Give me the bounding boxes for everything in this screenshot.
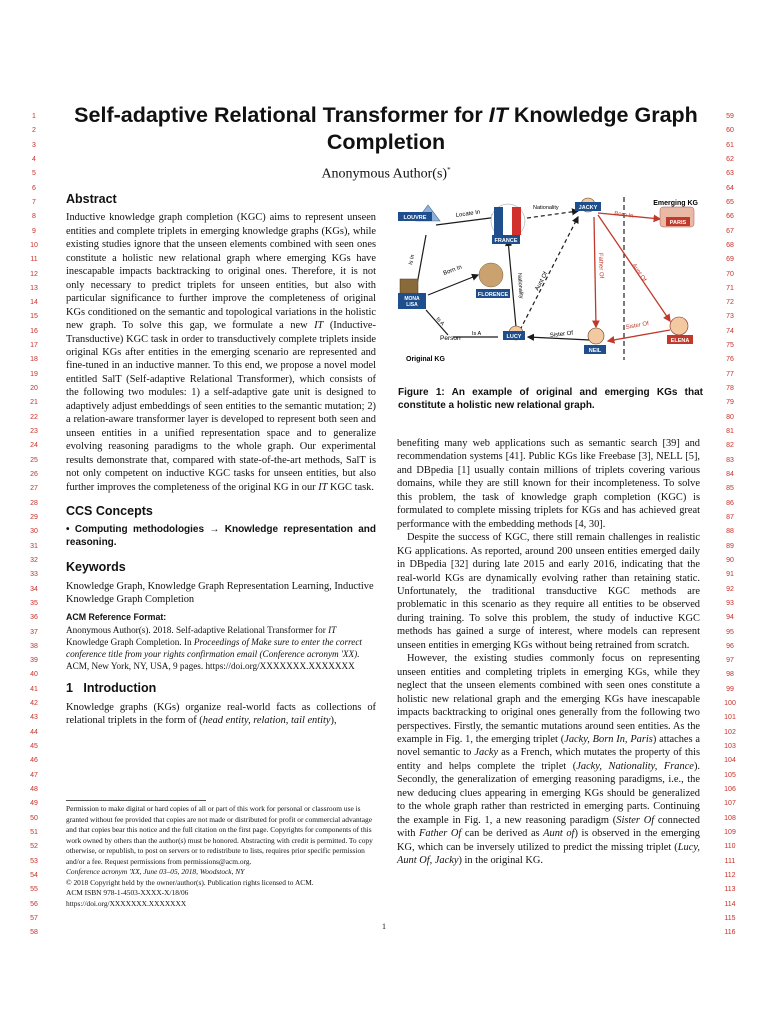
line-number: 13 [30, 284, 38, 292]
line-number: 46 [30, 757, 38, 765]
line-number: 82 [726, 442, 734, 450]
line-number: 98 [726, 671, 734, 679]
line-number: 17 [30, 342, 38, 350]
intro-heading-text: Introduction [83, 681, 157, 696]
line-number: 70 [726, 270, 734, 278]
node-lucy-label: LUCY [506, 334, 522, 340]
line-number: 81 [726, 428, 734, 436]
line-number: 12 [30, 270, 38, 278]
abstract-it2: IT [318, 481, 328, 493]
intro-heading-num: 1 [66, 681, 73, 696]
line-number: 9 [32, 227, 36, 235]
florence-icon [479, 263, 503, 287]
intro-p1-right: benefiting many web applications such as semantic search [39] and recommendation systems [41]. Public KGs like Freebase [3], NELL [5], and DBpedia [1] usually contain millions of triplets covering various domains, while they are still known for their incompleteness. To solve this problem, the task of knowledge graph completion (KGC) is formulated to complete missing triplets for KGs and has achieved great performance with the embedding methods [4, 30]. [397, 438, 700, 530]
p3-h: ) in the original KG. [458, 855, 544, 867]
line-number: 41 [30, 685, 38, 693]
label-is-in: Is In [408, 253, 417, 266]
label-locate-in: Locate In [455, 209, 481, 219]
title-prefix: Self-adaptive Relational Transformer for [74, 103, 489, 127]
right-column [397, 437, 700, 868]
line-number: 104 [724, 757, 736, 765]
edge-father-of [594, 217, 596, 327]
line-number: 105 [724, 771, 736, 779]
line-number: 103 [724, 743, 736, 751]
p3-a: However, the existing studies commonly focus on representing unseen entities and completing triplets in emerging KGs, while they neglect that the unseen elements combined with seen ones constitute a holistic new relational graph and the emerging KGs have inescapable impacts backtracking to original ones generally from the following two perspectives. Firstly, the semantic mutations around seen entities. As the example in Fig. 1, the emerging triplet ( [397, 653, 700, 745]
acm-ref-part1: Anonymous Author(s). 2018. Self-adaptive Relational Transformer for [66, 625, 329, 636]
abstract-part3: KGC task. [327, 481, 374, 493]
p3-d: ). Secondly, the generalization of emerging reasoning paradigms, i.e., the new deducing clues appearing in emerging KGs should be generalized to the whole graph rather than restricted in emerging parts. Continuing the example in Fig. 1, a new reasoning paradigm ( [397, 760, 700, 826]
node-neil-label: NEIL [588, 348, 602, 354]
line-number: 20 [30, 385, 38, 393]
line-number: 47 [30, 771, 38, 779]
line-number: 35 [30, 599, 38, 607]
line-number: 11 [30, 256, 38, 264]
p3-it5: Father Of [419, 828, 462, 840]
line-number: 78 [726, 385, 734, 393]
edge-nationality-mid [508, 240, 516, 327]
intro-p2: Despite the success of KGC, there still remain challenges in realistic KG applications. As reported, around 200 unseen entities emerged daily in DBpedia [32] during late 2015 and early 2016, indicating that the real-world KGs are dynamically evolving rather than retaining static. Unfortunately, the traditional transductive KGC methods are problematic in this scenario as they require all entities to be observed during training. To solve this problem, the study of inductive KGC methods has gained a surge of interest, where models can represent unseen entities in emerging KGs without being retrained from scratch. [397, 532, 700, 651]
line-number: 112 [724, 871, 736, 879]
line-number: 33 [30, 571, 38, 579]
permission-footnote [66, 800, 376, 909]
line-number: 2 [32, 127, 36, 135]
p3-e: connected with [397, 814, 700, 840]
p3-it2: Jacky [474, 747, 499, 759]
neil-avatar-icon [588, 328, 604, 344]
label-aunt-of-right: Aunt Of [630, 262, 647, 283]
author-names: Anonymous Author(s) [321, 166, 448, 182]
p3-it4: Sister Of [616, 814, 655, 826]
intro-p1-it: head entity, relation, tail entity [202, 715, 331, 727]
label-born-in-top: Born In [613, 211, 634, 220]
line-number: 3 [32, 141, 36, 149]
line-number: 93 [726, 599, 734, 607]
edge-sister-of-right [608, 330, 670, 341]
label-is-a-mid: Is A [472, 331, 482, 337]
keywords-heading: Keywords [66, 560, 126, 575]
line-number: 25 [30, 456, 38, 464]
ccs-text: • Computing methodologies → Knowledge representation and reasoning. [66, 524, 376, 549]
line-number: 38 [30, 642, 38, 650]
line-number: 71 [726, 284, 734, 292]
author-footnote-mark: * [447, 166, 451, 174]
line-number: 80 [726, 413, 734, 421]
line-number: 1 [32, 113, 36, 120]
line-number: 107 [724, 800, 736, 808]
line-number: 106 [724, 786, 736, 794]
permission-isbn: ACM ISBN 978-1-4503-XXXX-X/18/06 [66, 888, 189, 897]
line-number: 114 [724, 900, 736, 908]
line-number: 109 [724, 829, 736, 836]
line-number: 30 [30, 528, 38, 536]
line-number: 42 [30, 700, 38, 708]
edge-locate-in [436, 217, 498, 225]
line-number: 77 [726, 370, 734, 378]
node-jacky-label: JACKY [578, 205, 598, 211]
footnote-rule [66, 800, 206, 801]
line-number: 56 [30, 900, 38, 908]
line-number: 63 [726, 170, 734, 178]
figure-1 [398, 195, 701, 365]
p3-it1: Jacky, Born In, Paris [564, 733, 653, 745]
label-sister-of-right: Sister Of [625, 321, 650, 331]
line-number: 66 [726, 213, 734, 221]
line-number: 39 [30, 657, 38, 665]
line-number: 101 [724, 714, 736, 722]
p3-it6: Aunt of [543, 828, 575, 840]
label-born-in-mid: Born In [442, 264, 463, 277]
abstract-text [66, 211, 376, 494]
line-number: 59 [726, 113, 734, 120]
line-number: 116 [724, 929, 736, 937]
line-number: 89 [726, 542, 734, 550]
line-number: 19 [30, 370, 38, 378]
p3-it7: Lucy, Aunt Of, Jacky [397, 841, 700, 867]
abstract-part2: (Inductive-Transductive) KGC task in order to transductively complete triplets inside original KGs after entities in the emerging scenario are represented and fine-tuned in an inductive manner. To this end, we propose a novel model entitled SalT (Self-adaptive Relational Transformer), which consists of the following two modules: 1) a self-adaptive gate unit is designed to adaptively adjust embeddings of seen entities to the semantic mutation; 2) a relation-aware transformer layer is developed to represent both seen and unseen entities in a unified representation space and to generalize evolving reasoning paradigms to the whole graph. Our experimental results demonstrate that, compared with state-of-the-art methods, SalT is not only competent on inductive KGC tasks for unseen entities, but also further improves the completeness of the original KG in our [66, 320, 376, 493]
node-mona-lisa-label-1: MONA [404, 296, 420, 302]
node-elena-label: ELENA [670, 338, 690, 344]
line-number: 23 [30, 428, 38, 436]
line-number: 91 [726, 571, 734, 579]
line-number: 24 [30, 442, 38, 450]
line-number: 83 [726, 456, 734, 464]
p3-c: as a French, which mutates the property of this entity and helps complete the triplet ( [397, 747, 701, 772]
permission-copyright: © 2018 Copyright held by the owner/author(s). Publication rights licensed to ACM. [66, 877, 314, 887]
line-number: 50 [30, 814, 38, 822]
line-number: 113 [724, 886, 736, 894]
line-number: 73 [726, 313, 734, 321]
line-number: 15 [30, 313, 38, 321]
line-number: 67 [726, 227, 734, 235]
acm-ref-part2: Knowledge Graph Completion. In [66, 637, 194, 648]
ccs-heading: CCS Concepts [66, 503, 153, 518]
line-number: 49 [30, 800, 38, 808]
line-number: 92 [726, 585, 734, 593]
line-number: 16 [30, 327, 38, 335]
node-person: Person [440, 335, 461, 342]
line-number: 62 [726, 155, 734, 163]
line-number: 29 [30, 513, 38, 521]
acm-ref-part3: ACM, New York, NY, USA, 9 pages. https://doi.org/XXXXXXX.XXXXXXX [66, 660, 355, 671]
p3-it3: Jacky, Nationality, France [576, 760, 694, 772]
line-number: 36 [30, 614, 38, 622]
line-number: 54 [30, 871, 38, 879]
line-number: 100 [724, 700, 736, 708]
line-number: 97 [726, 657, 734, 665]
author-line [66, 166, 706, 183]
intro-p1-left [66, 701, 376, 728]
line-number: 84 [726, 471, 734, 478]
mona-lisa-icon [400, 279, 418, 295]
label-father-of: Father Of [597, 252, 604, 279]
line-number: 60 [726, 127, 734, 135]
line-number: 6 [32, 184, 36, 192]
line-number: 65 [726, 198, 734, 206]
left-column [66, 193, 376, 728]
permission-doi: https://doi.org/XXXXXXX.XXXXXXX [66, 898, 187, 908]
line-number: 37 [30, 628, 38, 636]
line-number: 44 [30, 728, 38, 736]
intro-heading [66, 682, 376, 695]
line-number: 32 [30, 556, 38, 564]
line-number: 61 [726, 141, 734, 149]
edge-nationality-top [520, 211, 578, 219]
line-number: 7 [32, 198, 36, 206]
line-number: 43 [30, 714, 38, 722]
label-is-a-left: Is A [434, 316, 446, 328]
line-number: 95 [726, 628, 734, 636]
line-number: 18 [30, 356, 38, 364]
keywords-text: Knowledge Graph, Knowledge Graph Representation Learning, Inductive Knowledge Graph Completion [66, 580, 374, 606]
line-number: 5 [32, 170, 36, 178]
label-aunt-of-dashed: Aunt Of [534, 271, 550, 292]
abstract-it1: IT [314, 320, 324, 332]
original-kg-label: Original KG [406, 356, 445, 363]
line-number: 87 [726, 513, 734, 521]
line-number: 52 [30, 843, 38, 851]
line-number: 72 [726, 299, 734, 307]
intro-p1-a: Knowledge graphs (KGs) organize real-world facts as collections of relational triplets in the form of ( [66, 701, 376, 727]
line-number: 69 [726, 256, 734, 264]
figure-caption: Figure 1: An example of original and emerging KGs that constitute a holistic new relational graph. [398, 387, 703, 411]
edge-aunt-of-dashed [520, 217, 578, 330]
line-number: 28 [30, 499, 38, 507]
abstract-heading: Abstract [66, 192, 117, 206]
line-number: 64 [726, 184, 734, 192]
node-louvre-label: LOUVRE [403, 215, 427, 221]
node-mona-lisa-label-2: LISA [406, 302, 418, 308]
acm-ref-proceedings: Proceedings of Make sure to enter the correct conference title from your rights confirmation email (Conference acronym 'XX). [66, 637, 362, 659]
line-number: 96 [726, 642, 734, 650]
line-number: 115 [724, 914, 736, 922]
line-number: 68 [726, 241, 734, 249]
line-number: 102 [724, 728, 736, 736]
line-number: 75 [726, 342, 734, 350]
line-number: 48 [30, 786, 38, 794]
permission-text: Permission to make digital or hard copies of all or part of this work for personal or classroom use is granted without fee provided that copies are not made or distributed for profit or commercial advantage and that copies bear this notice and the full citation on the first page. Copyrights for components of this work owned by others than the author(s) must be honored. Abstracting with credit is permitted. To copy otherwise, or republish, to post on servers or to redistribute to lists, requires prior specific permission and/or a fee. Request permissions from permissions@acm.org. [66, 804, 373, 866]
elena-avatar-icon [670, 317, 688, 335]
line-number: 8 [32, 213, 36, 221]
edge-born-in-mid [428, 275, 478, 295]
acm-ref-it: IT [328, 625, 337, 636]
node-florence-label: FLORENCE [477, 292, 509, 298]
line-number: 55 [30, 886, 38, 894]
line-number: 74 [726, 327, 734, 335]
line-number: 34 [30, 585, 38, 593]
label-sister-of-mid: Sister Of [549, 330, 574, 339]
paper-title [66, 102, 706, 156]
emerging-kg-label: Emerging KG [653, 200, 698, 207]
p3-f: can be derived as [461, 828, 544, 840]
abstract-part1: Inductive knowledge graph completion (KGC) aims to represent unseen entities and complete triplets in emerging knowledge graphs (KGs), while existing studies ignore that the unseen elements combined with seen ones constitute a holistic new relational graph where emerging KGs have inescapable impacts backtracking to original ones. Therefore, it is not only necessary to predict triplets for unseen entities, but also with particular significance to further improve the completeness of original KGs conditioned on the semantic and topological variations in the holistic new graph. To solve this gap, we formulate a new [66, 212, 376, 332]
line-number: 4 [32, 155, 36, 163]
line-number: 31 [30, 542, 38, 550]
line-number: 58 [30, 929, 38, 937]
line-number: 14 [30, 299, 38, 307]
line-number: 88 [726, 528, 734, 536]
line-number: 85 [726, 485, 734, 493]
node-france-label: FRANCE [494, 238, 518, 244]
line-number: 53 [30, 857, 38, 865]
acm-reference-text [66, 625, 376, 672]
line-number: 22 [30, 413, 38, 421]
title-italic: IT [488, 103, 508, 127]
p3-b: ) attaches a novel semantic to [397, 733, 700, 759]
kg-diagram [398, 195, 701, 365]
line-number: 40 [30, 671, 38, 679]
line-number: 94 [726, 614, 734, 622]
line-number: 111 [724, 857, 736, 865]
line-number: 51 [30, 829, 38, 836]
acm-reference-heading: ACM Reference Format: [66, 611, 167, 622]
node-paris-label: PARIS [669, 220, 687, 226]
line-number: 27 [30, 485, 38, 493]
line-number: 79 [726, 399, 734, 407]
line-number: 90 [726, 556, 734, 564]
line-number: 26 [30, 471, 38, 478]
title-suffix: Knowledge Graph Completion [326, 103, 698, 154]
line-number: 99 [726, 685, 734, 693]
line-number: 108 [724, 814, 736, 822]
label-nationality-mid: Nationality [516, 272, 524, 299]
intro-p3 [397, 652, 700, 867]
line-number: 45 [30, 743, 38, 751]
p3-g: ) is observed in the emerging KG, which can be inversely utilized to predict the missing triplet ( [397, 828, 701, 853]
line-number: 57 [30, 914, 38, 922]
label-nationality-top: Nationality [533, 205, 559, 211]
line-number: 110 [724, 843, 736, 851]
line-number: 76 [726, 356, 734, 364]
line-number: 21 [30, 399, 38, 407]
page-number: 1 [382, 922, 386, 931]
permission-conf: Conference acronym 'XX, June 03–05, 2018, Woodstock, NY [66, 867, 245, 876]
line-number: 86 [726, 499, 734, 507]
intro-p1-b: ), [330, 715, 337, 727]
line-number: 10 [30, 241, 38, 249]
france-flag-icon [491, 204, 525, 238]
